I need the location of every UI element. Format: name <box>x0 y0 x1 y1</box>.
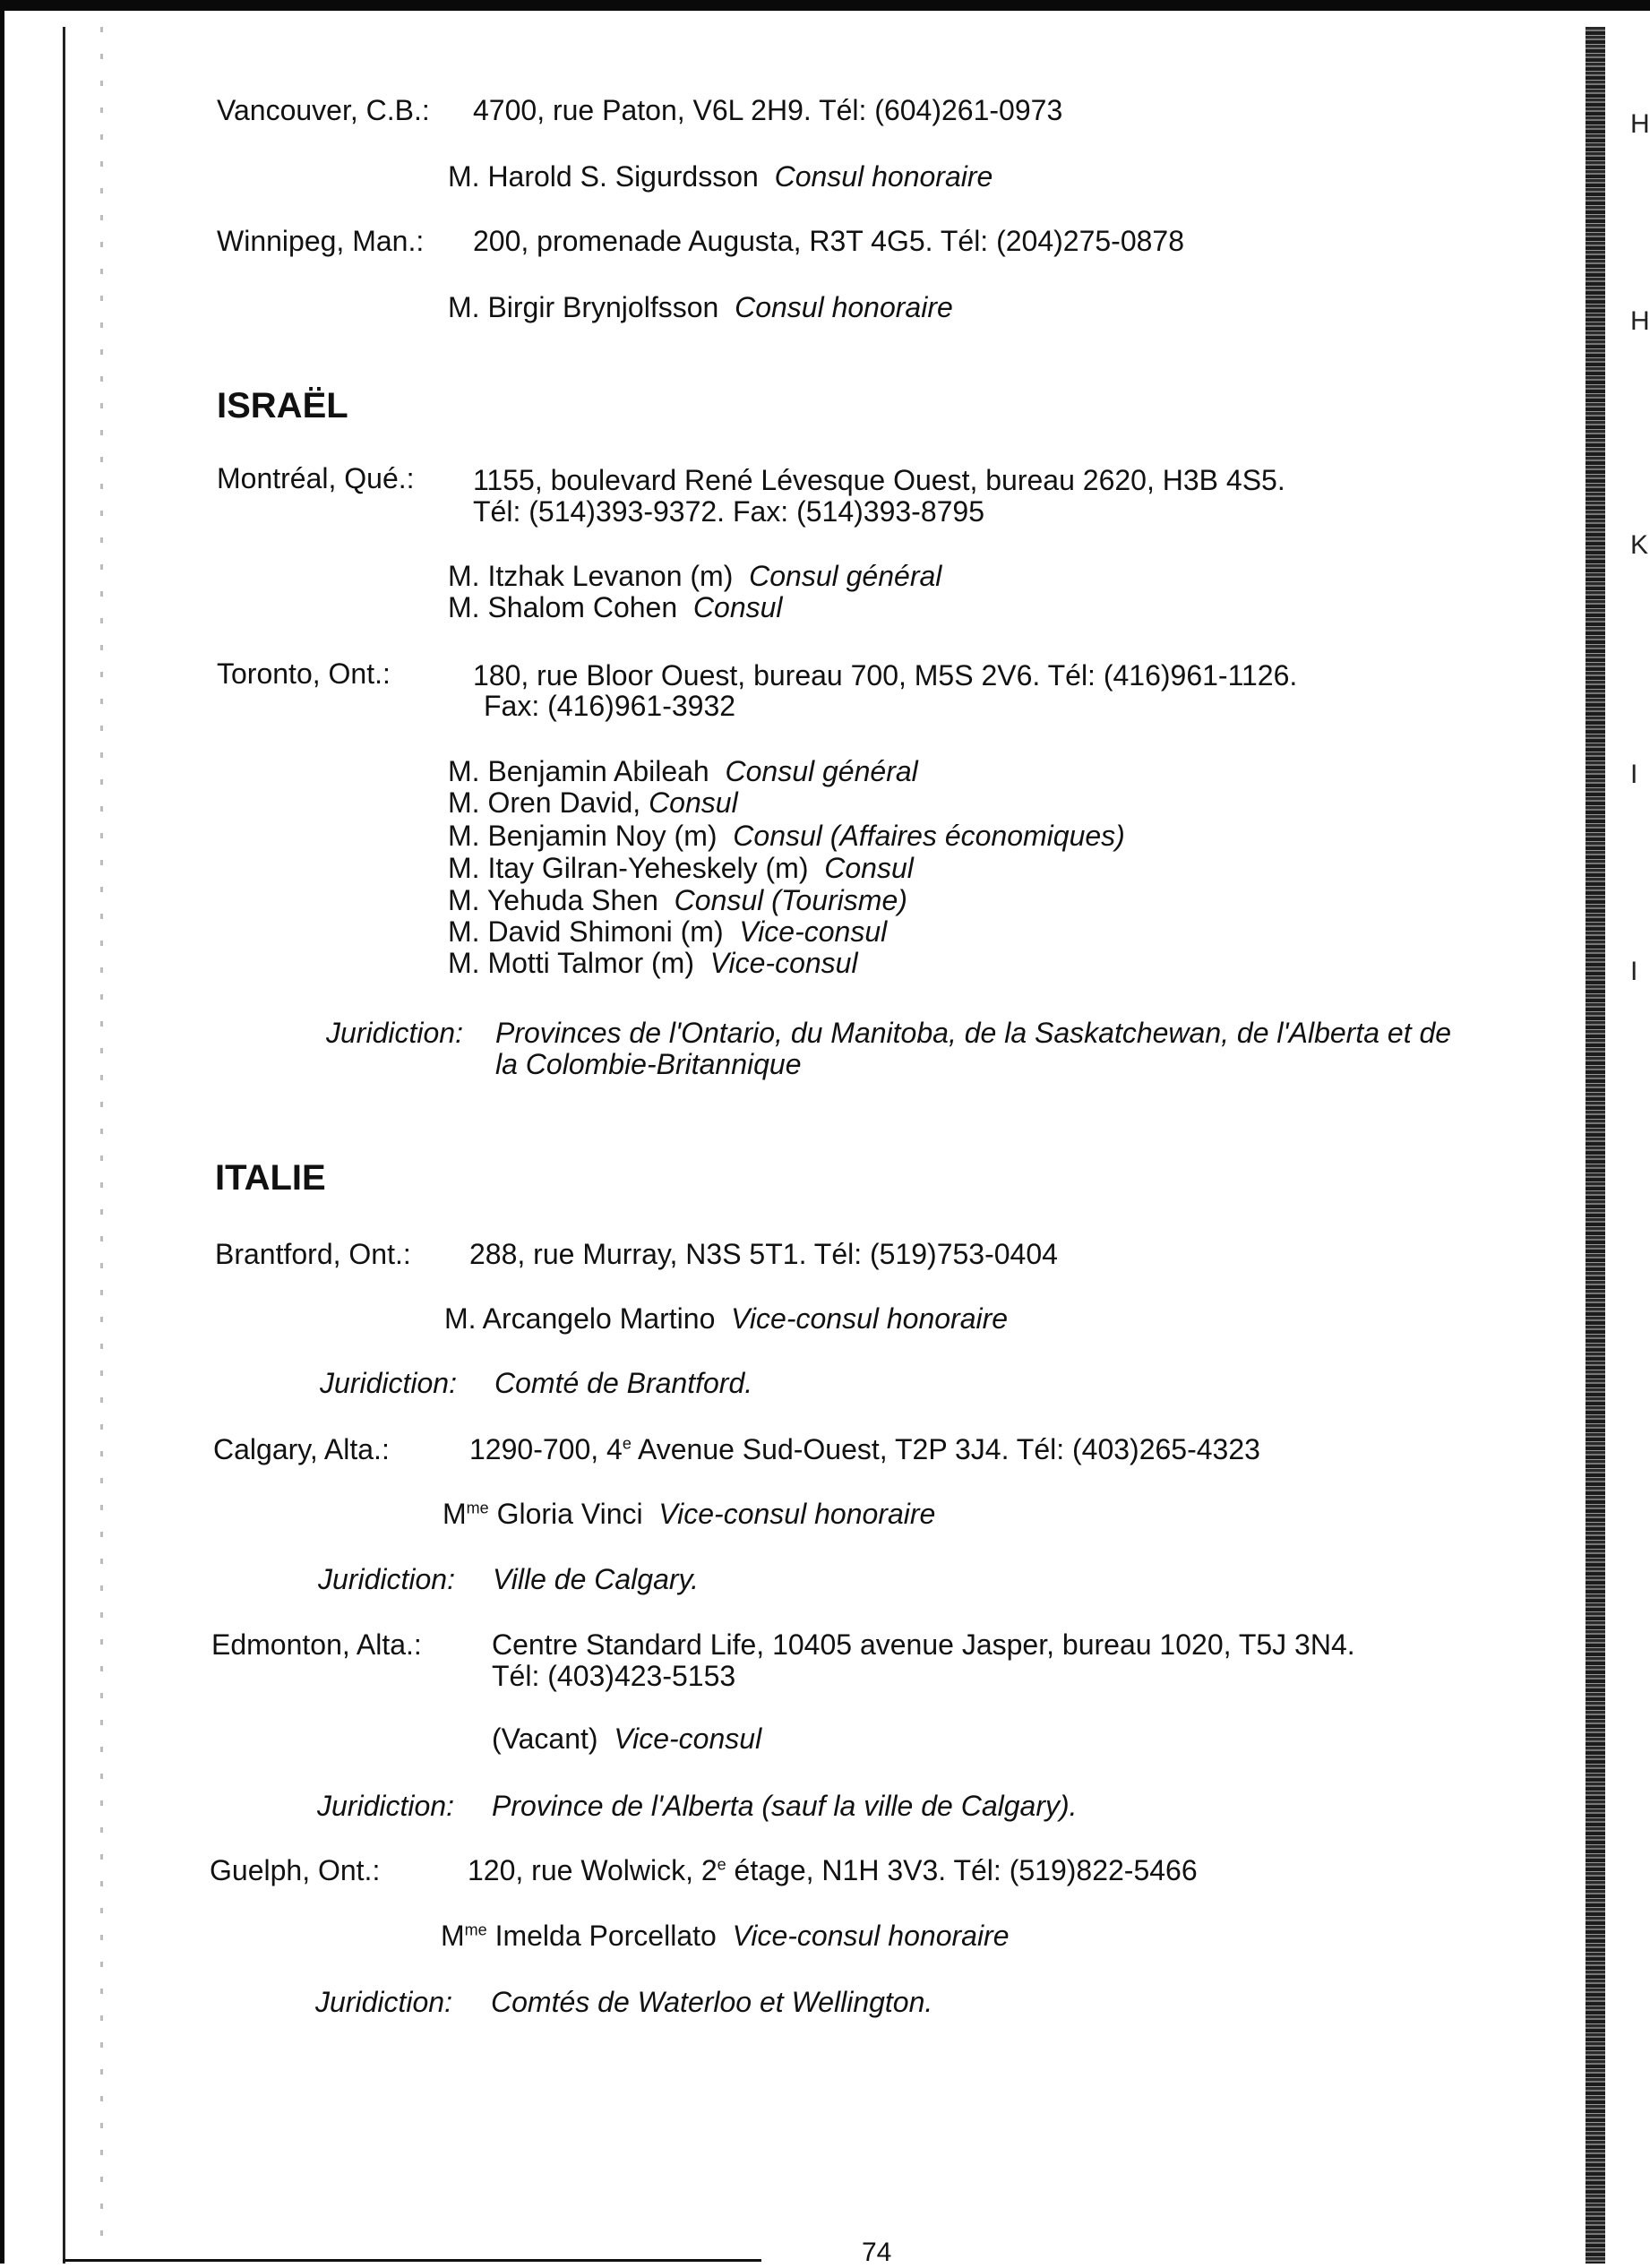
staff-title: Consul <box>692 591 783 623</box>
city-toronto: Toronto, Ont.: <box>217 657 391 690</box>
staff-row <box>441 1919 1010 1953</box>
staff-name: $M^{me}$ Gloria Vinci <box>443 1498 643 1530</box>
staff-title: Consul général <box>749 560 942 592</box>
staff-title: Consul général <box>725 755 918 787</box>
staff-name: M. David Shimoni (m) <box>448 915 724 948</box>
staff-title: Vice-consul <box>614 1722 762 1755</box>
city-edmonton: Edmonton, Alta.: <box>211 1628 422 1661</box>
staff-name: M. Motti Talmor (m) <box>448 947 694 979</box>
city-calgary: Calgary, Alta.: <box>213 1433 390 1465</box>
city-brantford: Brantford, Ont.: <box>215 1238 411 1270</box>
jurisdiction-text: Provinces de l'Ontario, du Manitoba, de la Saskatchewan, de l'Alberta et de <box>495 1017 1452 1049</box>
address-line: Tél: (514)393-9372. Fax: (514)393-8795 <box>473 495 985 528</box>
address-calgary: 1290-700, 4e Avenue Sud-Ouest, T2P 3J4. Tél: (403)265-4323 <box>469 1433 1260 1465</box>
city-vancouver: Vancouver, C.B.: <box>217 94 430 126</box>
address-vancouver: 4700, rue Paton, V6L 2H9. Tél: (604)261-0973 <box>473 94 1063 126</box>
staff-row <box>448 786 738 820</box>
staff-row <box>448 290 953 324</box>
page-number: 74 <box>862 2238 892 2267</box>
staff-row <box>448 754 918 788</box>
jurisdiction-label: Juridiction: <box>317 1790 454 1822</box>
staff-row <box>448 946 858 980</box>
city-guelph: Guelph, Ont.: <box>210 1854 381 1886</box>
scan-top-border <box>0 0 1650 11</box>
address-line: Centre Standard Life, 10405 avenue Jasper, bureau 1020, T5J 3N4. <box>492 1628 1355 1661</box>
staff-name: (Vacant) <box>492 1722 598 1755</box>
next-page-letter: H <box>1630 109 1650 139</box>
address-line: Tél: (403)423-5153 <box>492 1660 736 1692</box>
staff-row <box>448 159 993 193</box>
jurisdiction-text: Comté de Brantford. <box>494 1367 753 1399</box>
staff-title: Consul honoraire <box>735 291 953 323</box>
staff-title: Vice-consul <box>739 915 888 948</box>
staff-name: M. Oren David, <box>448 786 641 819</box>
staff-name: M. Yehuda Shen <box>448 884 658 916</box>
staff-row <box>444 1302 1008 1336</box>
address-line: 1155, boulevard René Lévesque Ouest, bureau 2620, H3B 4S5. <box>473 464 1285 496</box>
next-page-letter: H <box>1630 306 1650 336</box>
staff-title: Consul <box>649 786 738 819</box>
jurisdiction-label: Juridiction: <box>326 1017 463 1049</box>
jurisdiction-label: Juridiction: <box>318 1563 455 1595</box>
section-heading-italie: ITALIE <box>215 1158 326 1198</box>
address-line: Fax: (416)961-3932 <box>484 690 736 722</box>
jurisdiction-text: Province de l'Alberta (sauf la ville de Calgary). <box>492 1790 1078 1822</box>
address-guelph: 120, rue Wolwick, 2e étage, N1H 3V3. Tél: (519)822-5466 <box>468 1854 1198 1886</box>
staff-name: $M^{me}$ Imelda Porcellato <box>441 1920 717 1952</box>
jurisdiction-text: Comtés de Waterloo et Wellington. <box>491 1986 933 2018</box>
staff-title: Vice-consul honoraire <box>658 1498 936 1530</box>
jurisdiction-text: Ville de Calgary. <box>493 1563 700 1595</box>
staff-title: Consul honoraire <box>774 160 993 193</box>
staff-name: M. Shalom Cohen <box>448 591 678 623</box>
scan-right-edge <box>1586 27 1605 2264</box>
staff-row <box>448 590 783 624</box>
city-winnipeg: Winnipeg, Man.: <box>217 225 425 257</box>
staff-title: Consul <box>824 852 914 884</box>
staff-name: M. Harold S. Sigurdsson <box>448 160 759 193</box>
jurisdiction-label: Juridiction: <box>320 1367 457 1399</box>
staff-row <box>448 915 887 949</box>
address-brantford: 288, rue Murray, N3S 5T1. Tél: (519)753-0404 <box>469 1238 1058 1270</box>
jurisdiction-label: Juridiction: <box>315 1986 452 2018</box>
city-montreal: Montréal, Qué.: <box>217 462 415 494</box>
section-heading-israel: ISRAËL <box>217 386 348 425</box>
gutter-specks <box>100 27 103 2257</box>
staff-title: Consul (Affaires économiques) <box>733 820 1125 852</box>
staff-name: M. Benjamin Abileah <box>448 755 709 787</box>
next-page-letter: I <box>1630 760 1638 789</box>
scan-left-border <box>0 11 4 2264</box>
next-page-letter: K <box>1630 530 1649 560</box>
bottom-edge-line <box>63 2259 761 2262</box>
page-gutter-line <box>63 27 65 2264</box>
address-winnipeg: 200, promenade Augusta, R3T 4G5. Tél: (204)275-0878 <box>473 225 1185 257</box>
staff-title: Vice-consul honoraire <box>732 1920 1010 1952</box>
staff-name: M. Birgir Brynjolfsson <box>448 291 719 323</box>
next-page-letter: I <box>1630 957 1638 986</box>
staff-row <box>448 883 907 917</box>
jurisdiction-text: la Colombie-Britannique <box>495 1048 802 1080</box>
staff-title: Consul (Tourisme) <box>674 884 907 916</box>
staff-row <box>448 559 941 593</box>
staff-name: M. Benjamin Noy (m) <box>448 820 718 852</box>
staff-row <box>443 1497 935 1531</box>
staff-name: M. Itay Gilran-Yeheskely (m) <box>448 852 809 884</box>
staff-name: M. Arcangelo Martino <box>444 1302 716 1335</box>
staff-title: Vice-consul honoraire <box>731 1302 1009 1335</box>
staff-title: Vice-consul <box>709 947 858 979</box>
staff-row <box>448 851 914 885</box>
staff-row <box>448 819 1125 853</box>
staff-row <box>492 1722 761 1756</box>
address-line: 180, rue Bloor Ouest, bureau 700, M5S 2V6. Tél: (416)961-1126. <box>473 659 1298 692</box>
staff-name: M. Itzhak Levanon (m) <box>448 560 734 592</box>
